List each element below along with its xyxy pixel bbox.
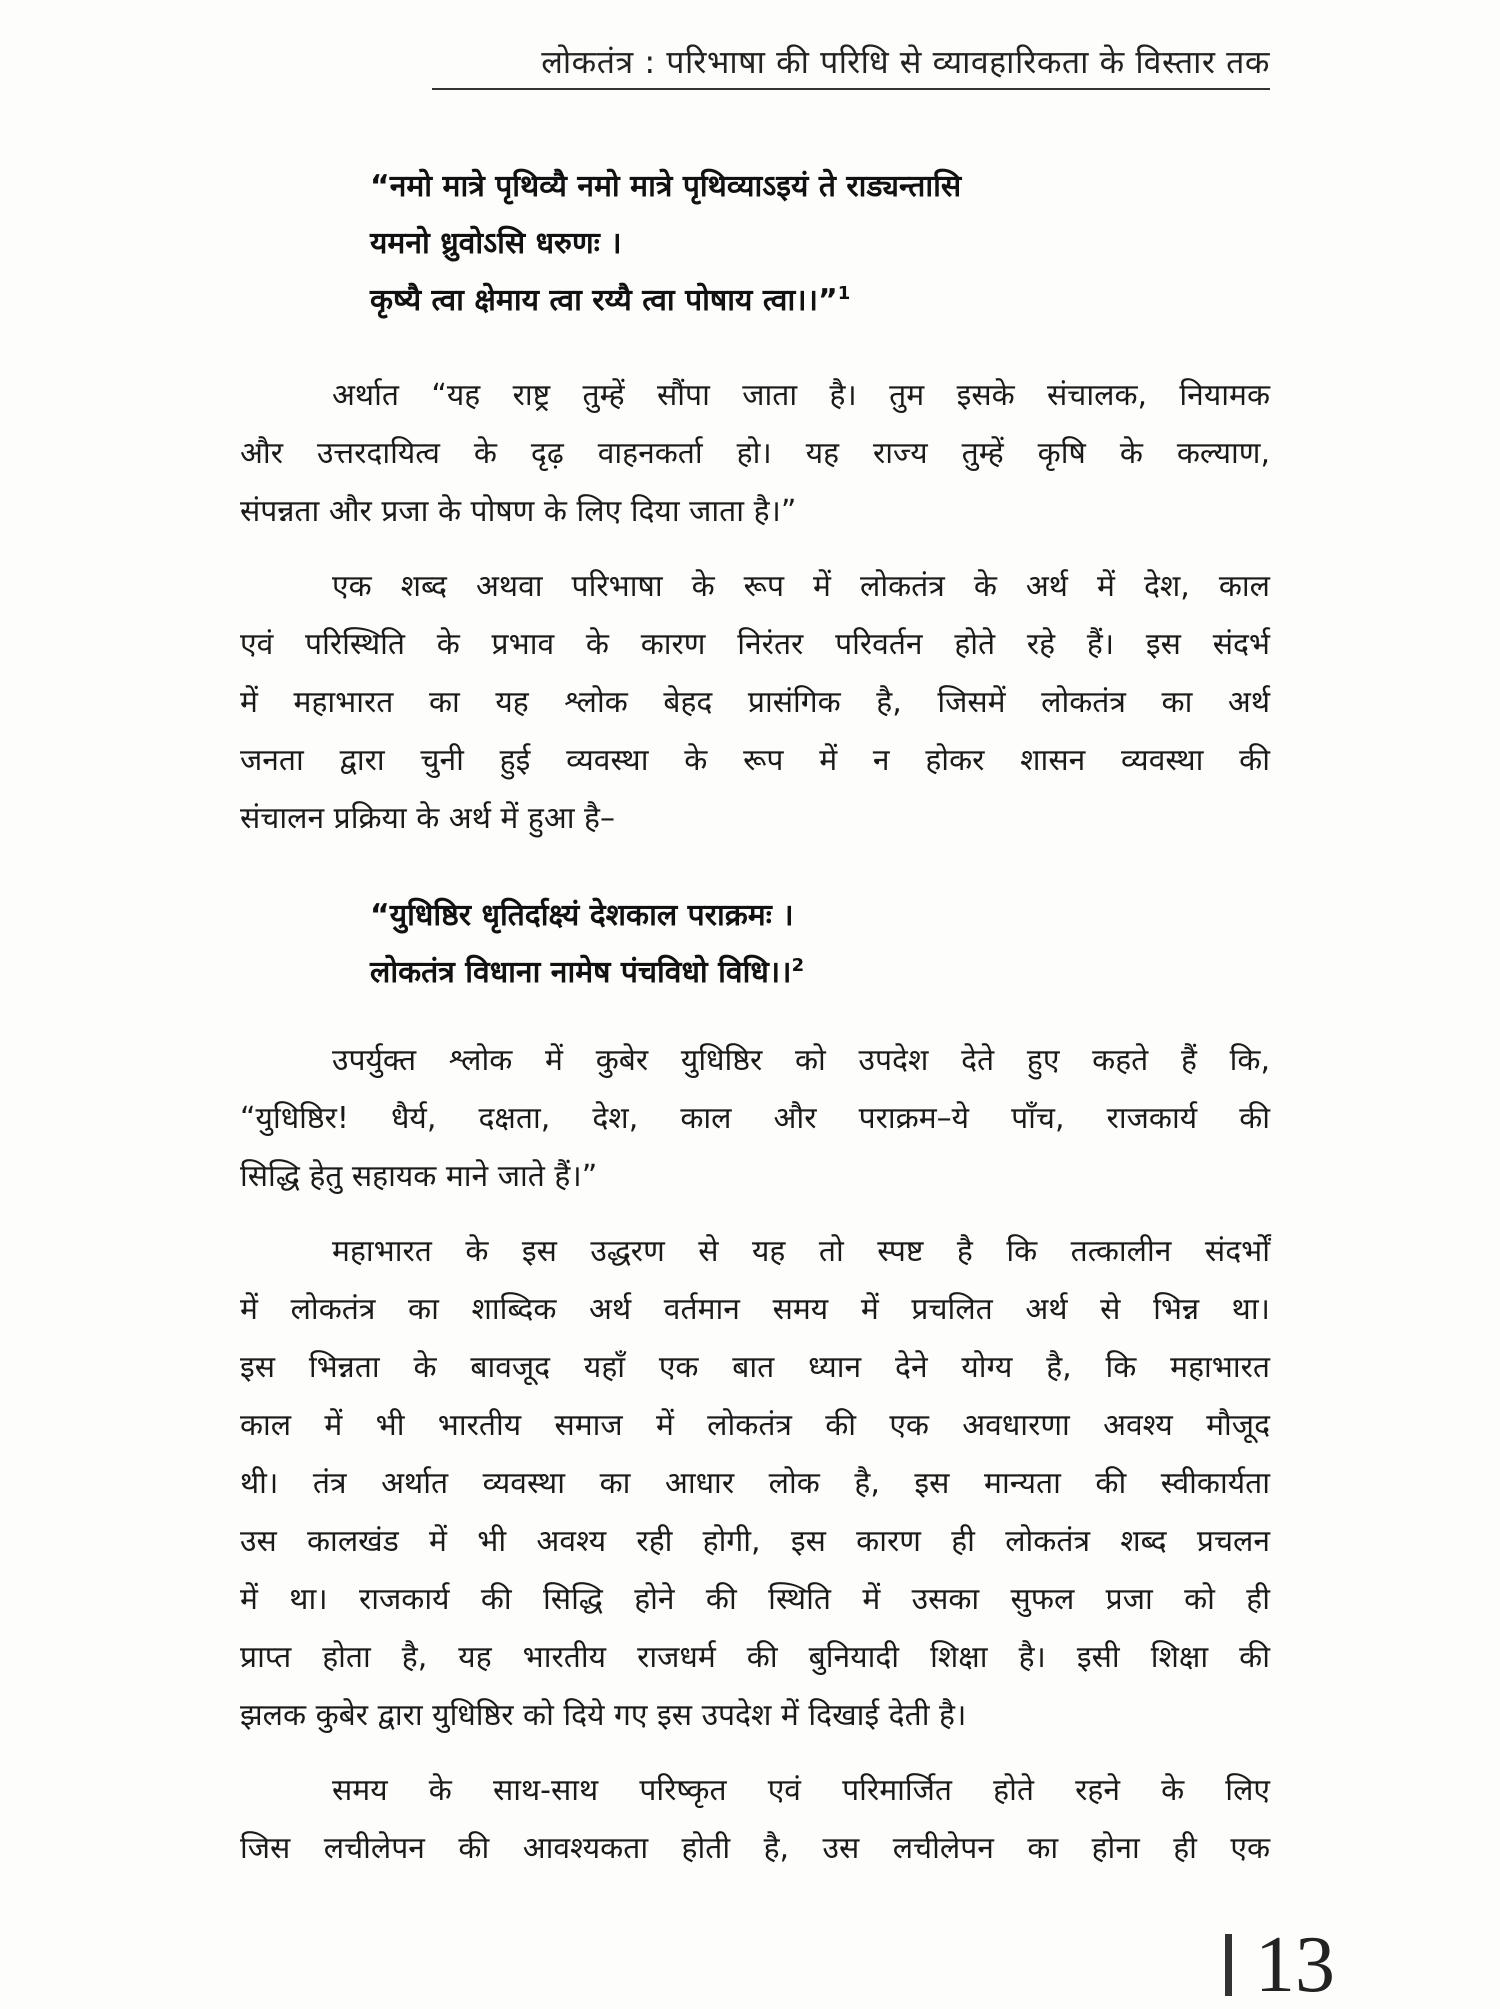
paragraph-line: में लोकतंत्र का शाब्दिक अर्थ वर्तमान समय में प्रचलित अर्थ से भिन्न था। bbox=[240, 1292, 1270, 1327]
paragraph-line: संपन्नता और प्रजा के पोषण के लिए दिया जाता है।” bbox=[240, 494, 797, 529]
paragraph-mahabharata-context bbox=[240, 1223, 1270, 1745]
paragraph-line: काल में भी भारतीय समाज में लोकतंत्र की एक अवधारणा अवश्य मौजूद bbox=[240, 1408, 1270, 1443]
footnote-marker: 1 bbox=[837, 283, 851, 304]
page-number-bar bbox=[1225, 1934, 1232, 1996]
paragraph-line: संचालन प्रक्रिया के अर्थ में हुआ है– bbox=[240, 801, 615, 836]
verse-line: यमनो ध्रुवोऽसि धरुणः । bbox=[370, 226, 622, 261]
paragraph-kuber-advice bbox=[240, 1032, 1270, 1206]
paragraph-translation bbox=[240, 367, 1270, 541]
paragraph-line: उपर्युक्त श्लोक में कुबेर युधिष्ठिर को उपदेश देते हुए कहते हैं कि, bbox=[332, 1043, 1270, 1078]
paragraph-line: अर्थात “यह राष्ट्र तुम्हें सौंपा जाता है। तुम इसके संचालक, नियामक bbox=[332, 378, 1270, 413]
paragraph-flexibility bbox=[240, 1762, 1270, 1878]
paragraph-democracy-meaning bbox=[240, 558, 1270, 848]
paragraph-line: प्राप्त होता है, यह भारतीय राजधर्म की बुनियादी शिक्षा है। इसी शिक्षा की bbox=[240, 1640, 1270, 1675]
verse-line: “नमो मात्रे पृथिव्यै नमो मात्रे पृथिव्याऽइयं ते राड्यन्तासि bbox=[370, 169, 962, 204]
footnote-marker: 2 bbox=[791, 955, 805, 976]
paragraph-line: एवं परिस्थिति के प्रभाव के कारण निरंतर परिवर्तन होते रहे हैं। इस संदर्भ bbox=[240, 627, 1270, 662]
verse-prithvi-mantra bbox=[370, 158, 1270, 329]
paragraph-line: में था। राजकार्य की सिद्धि होने की स्थिति में उसका सुफल प्रजा को ही bbox=[240, 1582, 1270, 1617]
verse-line bbox=[370, 272, 1270, 329]
paragraph-line: “युधिष्ठिर! धैर्य, दक्षता, देश, काल और पराक्रम–ये पाँच, राजकार्य की bbox=[240, 1101, 1270, 1136]
paragraph-line: जनता द्वारा चुनी हुई व्यवस्था के रूप में न होकर शासन व्यवस्था की bbox=[240, 743, 1270, 778]
paragraph-line: समय के साथ-साथ परिष्कृत एवं परिमार्जित होते रहने के लिए bbox=[332, 1773, 1270, 1808]
paragraph-line: महाभारत के इस उद्धरण से यह तो स्पष्ट है कि तत्कालीन संदर्भों bbox=[332, 1234, 1270, 1269]
verse-line bbox=[370, 944, 1270, 1001]
verse-mahabharata-shloka bbox=[370, 887, 1270, 1001]
running-header: लोकतंत्र : परिभाषा की परिधि से व्यावहारिकता के विस्तार तक bbox=[541, 43, 1270, 81]
page-number: 13 bbox=[1255, 1921, 1335, 2009]
paragraph-line: उस कालखंड में भी अवश्य रही होगी, इस कारण ही लोकतंत्र शब्द प्रचलन bbox=[240, 1524, 1270, 1559]
paragraph-line: एक शब्द अथवा परिभाषा के रूप में लोकतंत्र के अर्थ में देश, काल bbox=[332, 569, 1270, 604]
header-rule bbox=[432, 88, 1270, 90]
paragraph-line: सिद्धि हेतु सहायक माने जाते हैं।” bbox=[240, 1159, 598, 1194]
paragraph-line: जिस लचीलेपन की आवश्यकता होती है, उस लचीलेपन का होना ही एक bbox=[240, 1831, 1270, 1866]
paragraph-line: और उत्तरदायित्व के दृढ़ वाहनकर्ता हो। यह राज्य तुम्हें कृषि के कल्याण, bbox=[240, 436, 1270, 471]
paragraph-line: इस भिन्नता के बावजूद यहाँ एक बात ध्यान देने योग्य है, कि महाभारत bbox=[240, 1350, 1270, 1385]
paragraph-line: झलक कुबेर द्वारा युधिष्ठिर को दिये गए इस उपदेश में दिखाई देती है। bbox=[240, 1698, 967, 1733]
paragraph-line: थी। तंत्र अर्थात व्यवस्था का आधार लोक है, इस मान्यता की स्वीकार्यता bbox=[240, 1466, 1270, 1501]
paragraph-line: में महाभारत का यह श्लोक बेहद प्रासंगिक है, जिसमें लोकतंत्र का अर्थ bbox=[240, 685, 1270, 720]
verse-line: “युधिष्ठिर धृतिर्दाक्ष्यं देशकाल पराक्रमः । bbox=[370, 898, 794, 933]
verse-line-text: लोकतंत्र विधाना नामेष पंचविधो विधि।। bbox=[370, 955, 792, 990]
verse-line-text: कृष्यै त्वा क्षेमाय त्वा रय्यै त्वा पोषाय त्वा।।” bbox=[370, 283, 838, 318]
